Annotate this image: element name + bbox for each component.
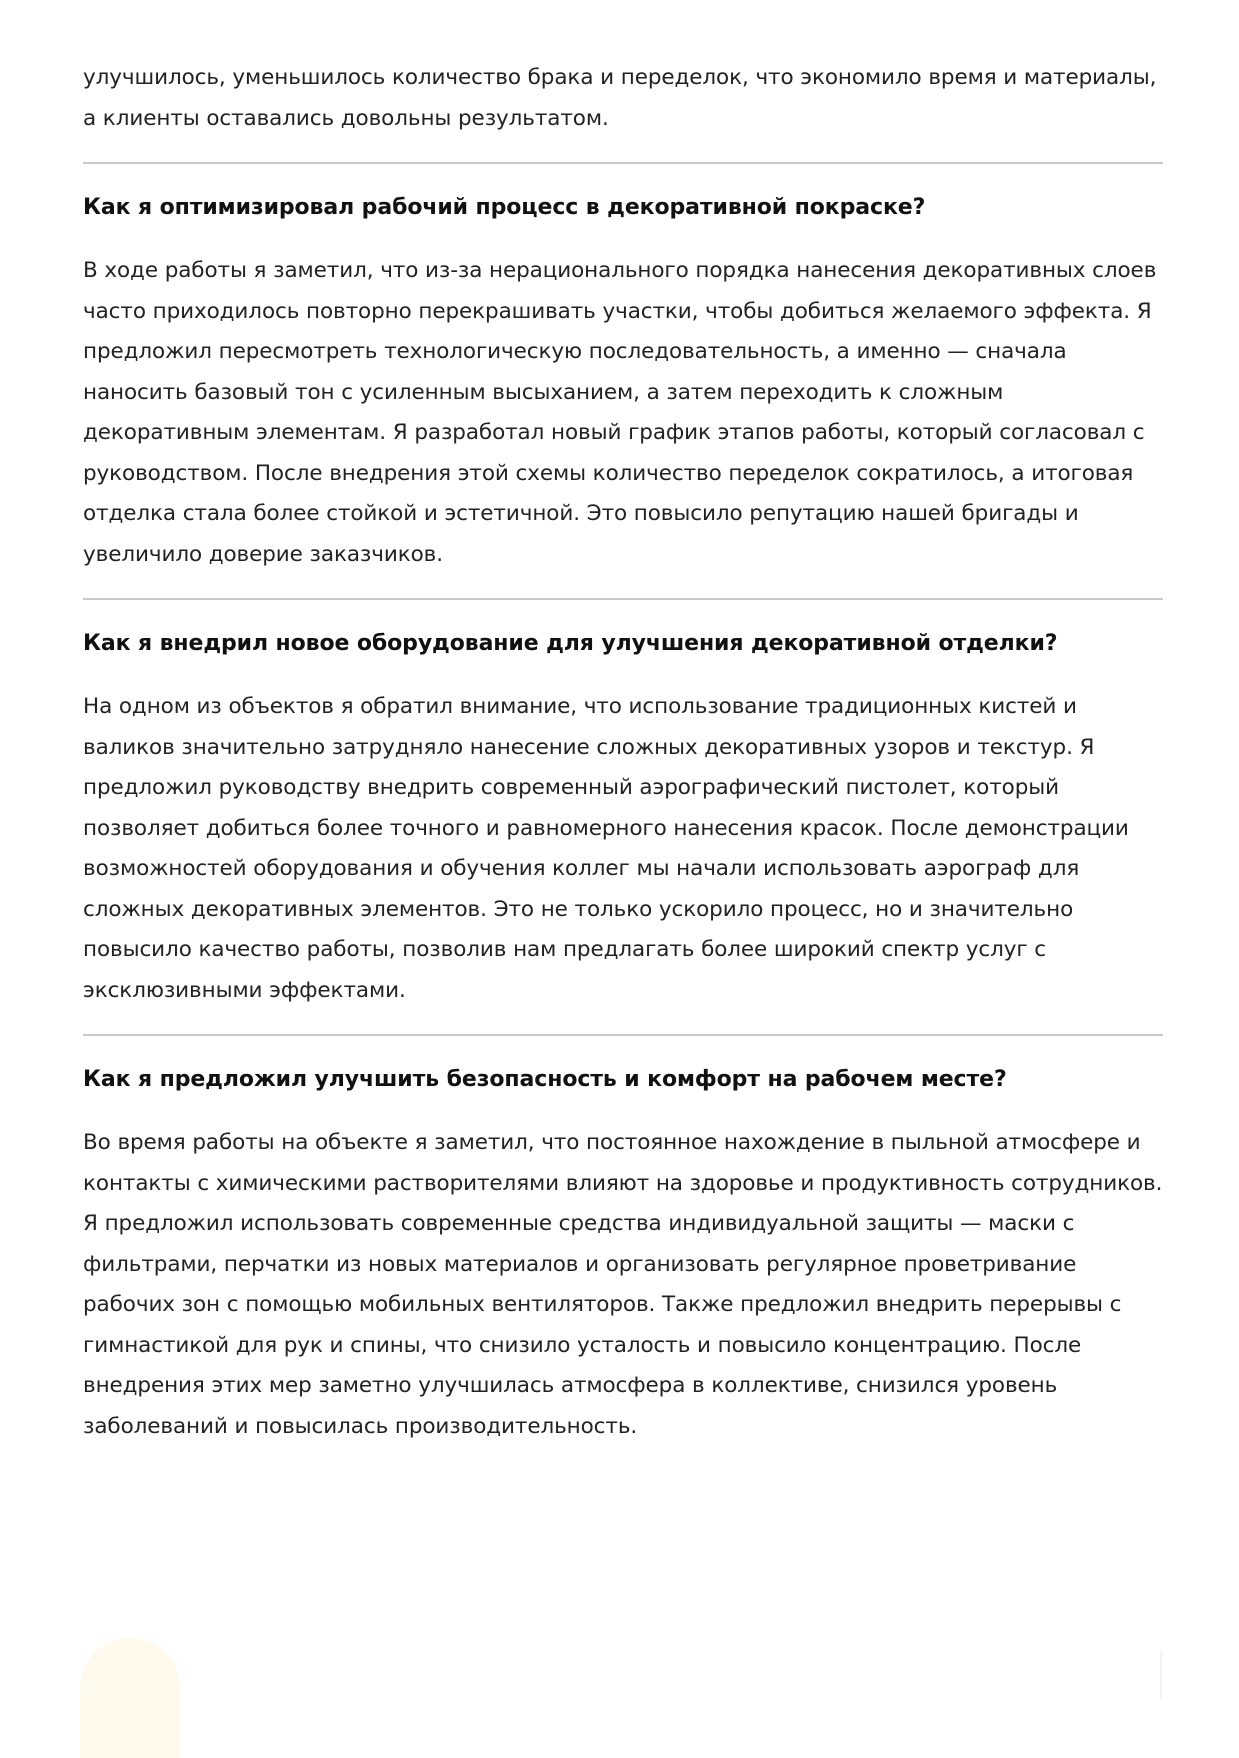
decorative-edge: [1160, 1650, 1162, 1700]
section-body: Во время работы на объекте я заметил, что постоянное нахождение в пыльной атмосфере и контакты с химическими растворителями влияют на здоровье и продуктивность сотрудников. Я предложил использовать современные средства индивидуальной защиты — маски с фильтрами, перчатки из новых материалов и организовать регулярное проветривание рабочих зон с помощью мобильных вентиляторов. Также предложил внедрить перерывы с гимнастикой для рук и спины, что снизило усталость и повысило концентрацию. После внедрения этих мер заметно улучшилась атмосфера в коллективе, снизился уровень заболеваний и повысилась производительность.: [83, 1130, 1163, 1439]
document-page: [83, 58, 1163, 1447]
section-title: Как я оптимизировал рабочий процесс в декоративной покраске?: [83, 195, 926, 220]
section: [83, 192, 1163, 575]
section-body: На одном из объектов я обратил внимание, что использование традиционных кистей и валиков значительно затрудняло нанесение сложных декоративных узоров и текстур. Я предложил руководству внедрить современный аэрографический пистолет, который позволяет добиться более точного и равномерного нанесения красок. После демонстрации возможностей оборудования и обучения коллег мы начали использовать аэрограф для сложных декоративных элементов. Это не только ускорило процесс, но и значительно повысило качество работы, позволив нам предлагать более широкий спектр услуг с эксклюзивными эффектами.: [83, 694, 1129, 1003]
decorative-shape: [80, 1638, 180, 1758]
intro-paragraph: улучшилось, уменьшилось количество брака и переделок, что экономило время и материалы, а клиенты оставались довольны результатом.: [83, 65, 1157, 131]
section-title: Как я внедрил новое оборудование для улучшения декоративной отделки?: [83, 631, 1058, 656]
section-divider: [83, 598, 1163, 600]
section-divider: [83, 1034, 1163, 1036]
section: [83, 1064, 1163, 1447]
section-body: В ходе работы я заметил, что из-за нерационального порядка нанесения декоративных слоев часто приходилось повторно перекрашивать участки, чтобы добиться желаемого эффекта. Я предложил пересмотреть технологическую последовательность, а именно — сначала наносить базовый тон с усиленным высыханием, а затем переходить к сложным декоративным элементам. Я разработал новый график этапов работы, который согласовал с руководством. После внедрения этой схемы количество переделок сократилось, а итоговая отделка стала более стойкой и эстетичной. Это повысило репутацию нашей бригады и увеличило доверие заказчиков.: [83, 258, 1157, 567]
section-title: Как я предложил улучшить безопасность и комфорт на рабочем месте?: [83, 1067, 1007, 1092]
section-divider: [83, 162, 1163, 164]
section: [83, 628, 1163, 1011]
